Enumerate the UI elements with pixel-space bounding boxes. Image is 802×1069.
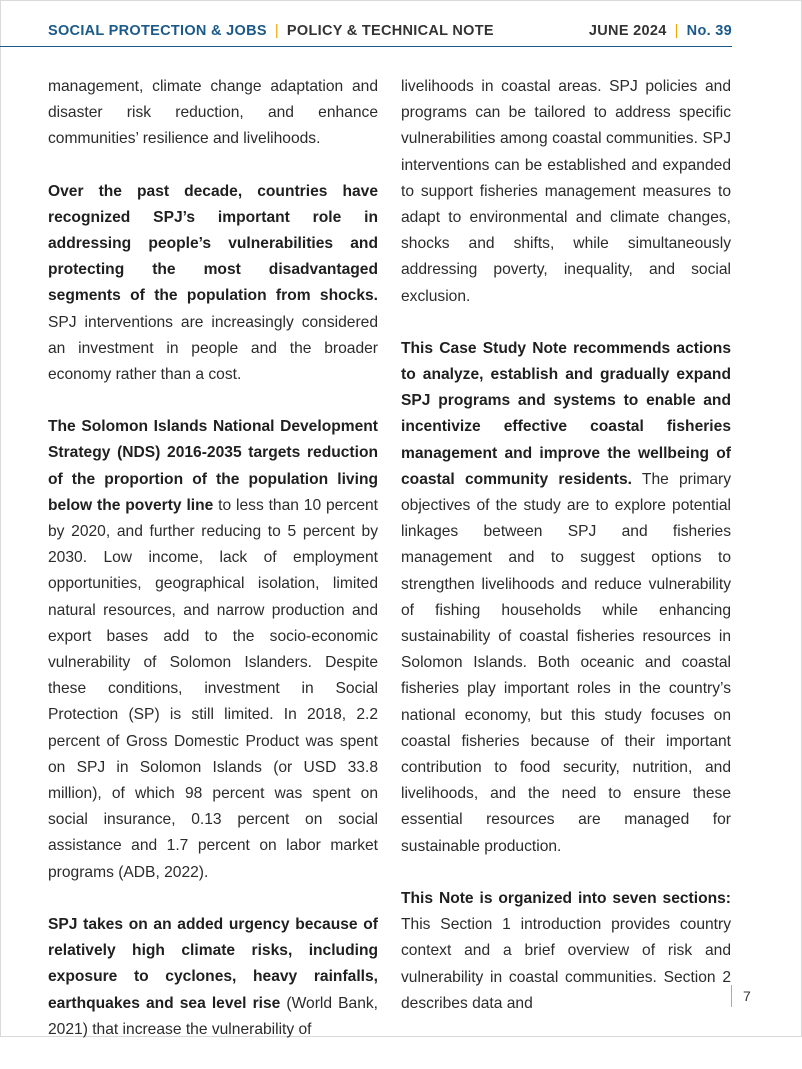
header-separator: | [274, 23, 279, 39]
paragraph [401, 74, 731, 310]
header-left [48, 23, 494, 39]
paragraph-text: to less than 10 percent by 2020, and further reducing to 5 percent by 2030. Low income, lack of employment opportunities, geographical isolation, limited natural resources, and narrow production and export bases add to the socio-economic vulnerability of Solomon Islanders. Despite these conditions, investment in Social Protection (SP) is still limited. In 2018, 2.2 percent of Gross Domestic Product was spent on SPJ in Solomon Islands (or USD 33.8 million), of which 98 percent was spent on social insurance, 0.13 percent on social assistance and 1.7 percent on labor market programs (ADB, 2022). [48, 496, 378, 881]
page-header [48, 18, 732, 44]
paragraph [401, 886, 731, 1017]
paragraph-lead-bold: This Case Study Note recommends actions to analyze, establish and gradually expand SPJ programs and systems to enable and incentivize effective coastal fisheries management and improve the wellbeing of coastal community residents. [401, 339, 731, 488]
series-title: SOCIAL PROTECTION & JOBS [48, 23, 267, 39]
paragraph-text: management, climate change adaptation and disaster risk reduction, and enhance communities’ resilience and livelihoods. [48, 78, 378, 148]
paragraph-lead-bold: SPJ takes on an added urgency because of relatively high climate risks, including exposure to cyclones, heavy rainfalls, earthquakes and sea level rise [48, 915, 378, 1012]
page-number: 7 [743, 988, 751, 1004]
document-type: POLICY & TECHNICAL NOTE [286, 23, 494, 39]
header-separator-2: | [674, 23, 679, 39]
header-right [589, 23, 732, 39]
left-column [48, 74, 378, 1069]
paragraph-text: livelihoods in coastal areas. SPJ policies and programs can be tailored to address specific vulnerabilities among coastal communities. SPJ interventions can be established and expanded to support fisheries management measures to adapt to environmental and climate changes, shocks and shifts, while simultaneously addressing poverty, inequality, and social exclusion. [401, 78, 731, 305]
paragraph [48, 74, 378, 153]
paragraph-lead-bold: The Solomon Islands National Development Strategy (NDS) 2016-2035 targets reduction of the proportion of the population living below the poverty line [48, 418, 378, 514]
paragraph-text: (World Bank, 2021) that increase the vulnerability of [48, 994, 378, 1038]
paragraph [401, 336, 731, 860]
note-number: No. 39 [686, 23, 732, 39]
paragraph [48, 912, 378, 1043]
right-column [401, 74, 731, 1043]
paragraph-lead-bold: This Note is organized into seven sections: [401, 889, 731, 907]
paragraph-text: SPJ interventions are increasingly considered an investment in people and the broader economy rather than a cost. [48, 313, 378, 384]
paragraph [48, 414, 378, 886]
paragraph-text: This Section 1 introduction provides country context and a brief overview of risk and vulnerability in coastal communities. Section 2 describes data and [401, 916, 731, 1012]
paragraph-text: The primary objectives of the study are to explore potential linkages between SPJ and fisheries management and to suggest options to strengthen livelihoods and reduce vulnerability of fishing households while enhancing sustainability of coastal fisheries resources in Solomon Islands. Both oceanic and coastal fisheries play important roles in the country’s national economy, but this study focuses on coastal fisheries because of their important contribution to food security, nutrition, and livelihoods, and the need to ensure these essential resources are managed for sustainable production. [401, 470, 731, 855]
paragraph-lead-bold: Over the past decade, countries have recognized SPJ’s important role in addressing people’s vulnerabilities and protecting the most disadvantaged segments of the population from shocks. [48, 182, 378, 305]
footer-accent-bar [731, 985, 732, 1007]
paragraph [48, 179, 378, 389]
publication-date: JUNE 2024 [588, 23, 667, 39]
header-rule [0, 46, 732, 47]
